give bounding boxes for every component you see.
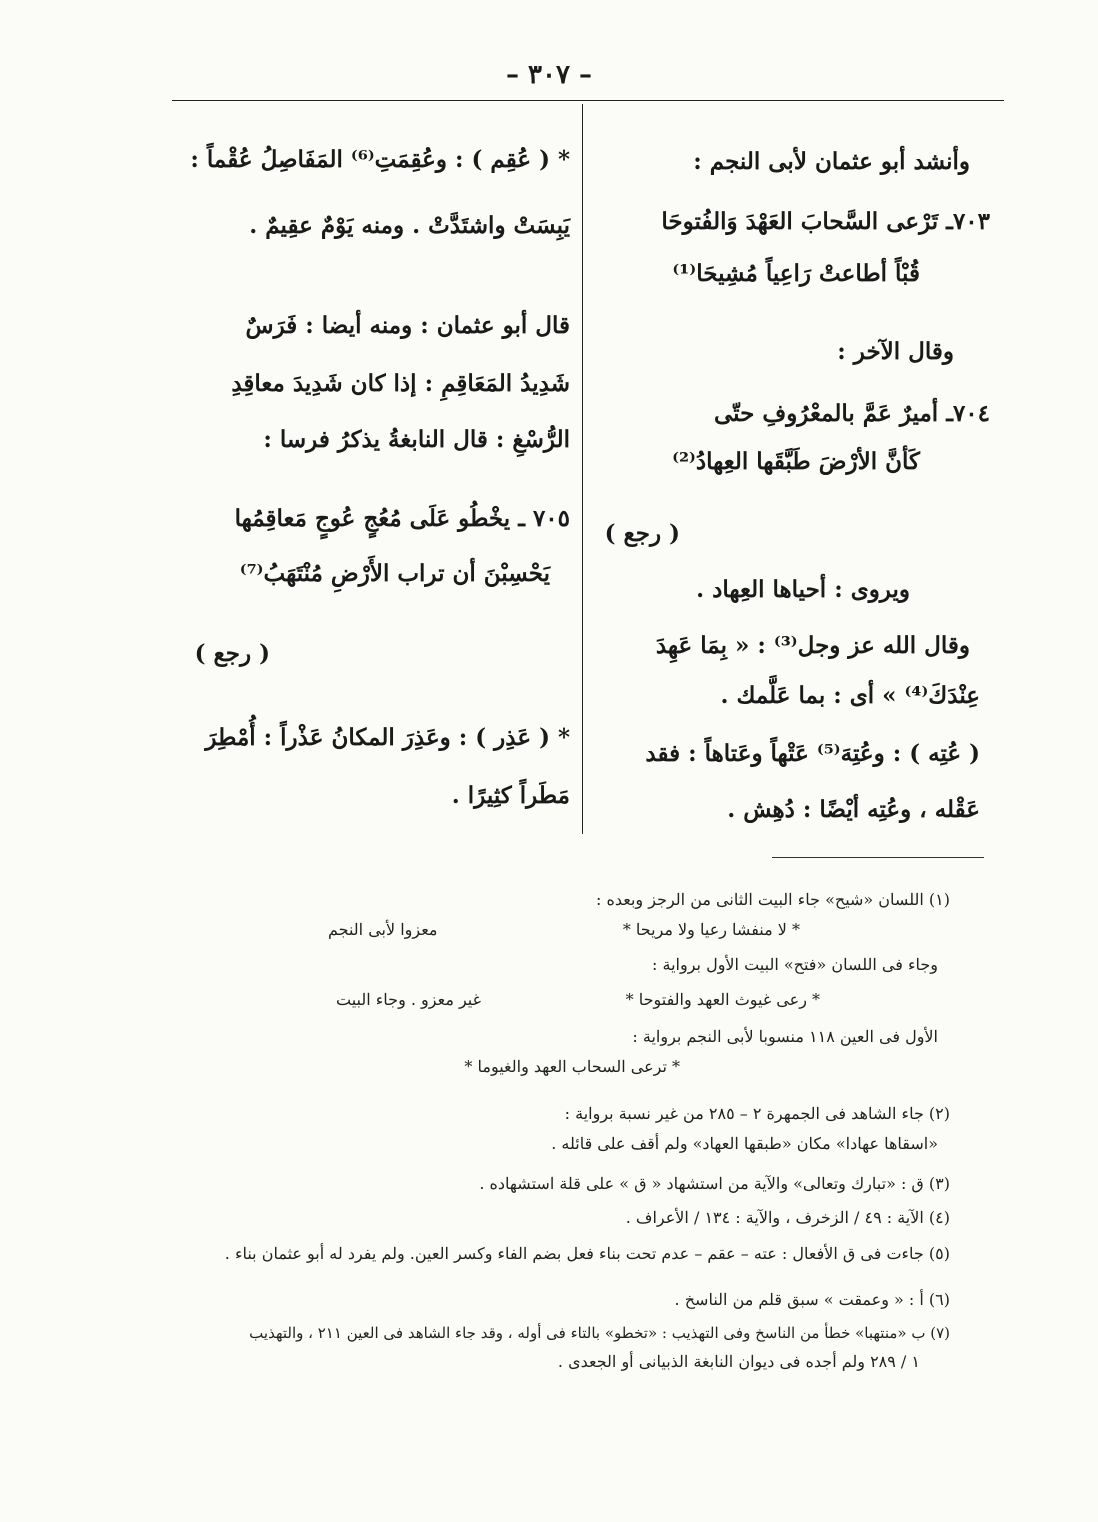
footnote-6: (٦) أ : « وعمقت » سبق قلم من الناسخ .: [674, 1290, 950, 1309]
footnote-4: (٤) الآية : ٤٩ / الزخرف ، والآية : ١٣٤ / الأعراف .: [625, 1208, 950, 1227]
footnote-1-text: وجاء فى اللسان «فتح» البيت الأول برواية :: [652, 955, 938, 974]
text-line: عِنْدَكَ⁽⁴⁾ » أى : بما عَلَّمك .: [720, 682, 980, 709]
footnote-2: (٢) جاء الشاهد فى الجمهرة ٢ – ٢٨٥ من غير نسبة برواية :: [564, 1104, 950, 1123]
text-line: وقال الله عز وجل⁽³⁾ : « بِمَا عَهِدَ: [655, 632, 970, 659]
text-line: وقال الآخر :: [837, 338, 954, 365]
verse-703-hemistich: قُبْاً أطاعتْ رَاعِياً مُشِيحَا⁽¹⁾: [672, 260, 920, 287]
footnote-3: (٣) ق : «تبارك وتعالى» والآية من استشهاد « ق » على قلة استشهاده .: [479, 1174, 950, 1193]
footnote-1-verse: * لا منفشا رعيا ولا مريحا *: [622, 920, 800, 939]
verse-703: ٧٠٣ـ تَرْعى السَّحابَ العَهْدَ وَالفُتوحَا: [661, 208, 990, 235]
footnote-1-side-note: معزوا لأبى النجم: [328, 920, 438, 939]
text-line: يَبِسَتْ واشتَدَّتْ . ومنه يَوْمٌ عقِيمٌ .: [249, 212, 570, 239]
footnotes: [150, 0, 950, 1400]
text-line: شَدِيدُ المَعَاقِمِ : إذا كان شَدِيدَ معاقِدِ: [231, 370, 570, 397]
verse-705: ٧٠٥ ـ يخْطُو عَلَى مُعُجٍ عُوجٍ مَعاقِمُها: [234, 505, 570, 532]
entry-heading: * ( عَذِر ) : وعَذِرَ المكانُ عَذْراً : أُمْطِرَ: [205, 724, 570, 751]
footnote-2-text: «اسقاها عهادا» مكان «طبقها العهاد» ولم أقف على قائله .: [551, 1134, 938, 1153]
verse-705-hemistich: يَحْسِبْنَ أن تراب الأَرْضِ مُنْتَهَبُ⁽⁷⁾: [239, 560, 550, 587]
text-line: وأنشد أبو عثمان لأبى النجم :: [693, 148, 970, 175]
entry-heading: ( عُتِه ) : وعُتِهَ⁽⁵⁾ عَتْهاً وعَتاهاً : فقد: [645, 740, 980, 767]
text-line: قال أبو عثمان : ومنه أيضا : فَرَسٌ: [245, 312, 570, 339]
verse-704-hemistich: كَأنَّ الأرْضَ طَبَّقَها العِهادُ⁽²⁾: [672, 448, 920, 475]
text-line: مَطَراً كثِيرًا .: [451, 782, 570, 809]
text-line: الرُّسْغِ : قال النابغةُ يذكرُ فرسا :: [263, 426, 570, 453]
entry-heading: * ( عُقِم ) : وعُقِمَتِ⁽⁶⁾ المَفَاصِلُ عُقْماً :: [190, 146, 570, 173]
text-line: عَقْله ، وعُتِه أيْضًا : دُهِش .: [727, 796, 980, 823]
text-line: ويروى : أحياها العِهاد .: [696, 576, 910, 603]
footnote-1: (١) اللسان «شيح» جاء البيت الثانى من الرجز وبعده :: [596, 890, 950, 909]
verse-704: ٧٠٤ـ أميرٌ عَمَّ بالمعْرُوفِ حتّى: [714, 400, 990, 427]
footnote-1-verse: * رعى غيوث العهد والفتوحا *: [625, 990, 820, 1009]
footnote-7-text: ١ / ٢٨٩ ولم أجده فى ديوان النابغة الذبيانى أو الجعدى .: [557, 1352, 920, 1371]
footnote-1-text: الأول فى العين ١١٨ منسوبا لأبى النجم برواية :: [632, 1027, 938, 1046]
footnote-1-side-note: غير معزو . وجاء البيت: [336, 990, 481, 1009]
page-number: – ٣٠٧ –: [505, 60, 593, 90]
footnote-5: (٥) جاءت فى ق الأفعال : عته – عقم – عدم تحت بناء فعل بضم الفاء وكسر العين. ولم يفرد له أبو عثمان بناء .: [224, 1244, 950, 1263]
footnote-1-verse: * ترعى السحاب العهد والغيوما *: [464, 1057, 680, 1076]
return-marker: ( رجع ): [604, 520, 680, 547]
return-marker: ( رجع ): [194, 640, 270, 667]
footnote-7: (٧) ب «منتهبا» خطأ من الناسخ وفى التهذيب : «تخطو» بالتاء فى أوله ، وقد جاء الشاهد فى العين ٢١١ ، والتهذيب: [249, 1324, 950, 1342]
